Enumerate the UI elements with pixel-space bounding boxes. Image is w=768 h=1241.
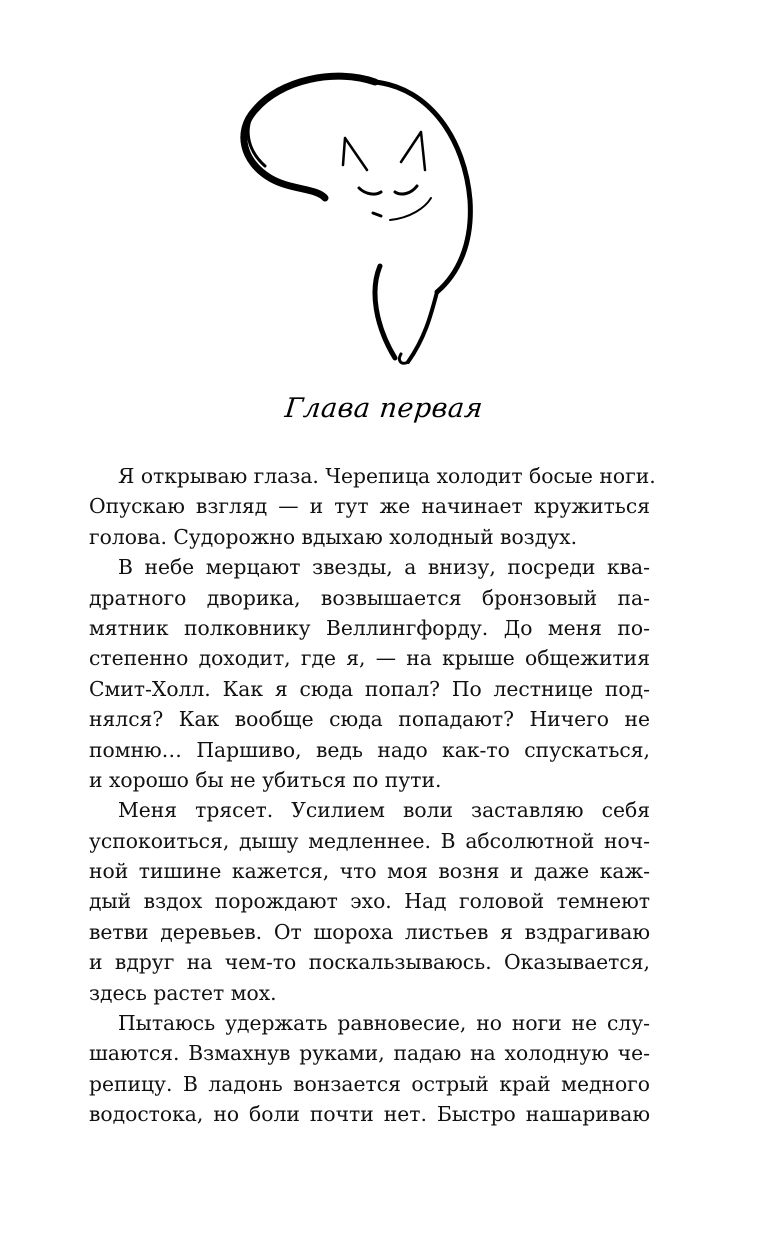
text-line: нялся? Как вообще сюда попадают? Ничего не bbox=[89, 707, 650, 732]
chapter-body-text bbox=[89, 461, 656, 1130]
text-line: В небе мерцают звезды, а внизу, посреди ква- bbox=[118, 555, 650, 580]
text-line: водостока, но боли почти нет. Быстро нашариваю bbox=[89, 1102, 650, 1127]
text-line: Я открываю глаза. Черепица холодит босые ноги. bbox=[118, 464, 656, 488]
text-line: Смит-Холл. Как я сюда попал? По лестнице под- bbox=[89, 676, 650, 701]
text-line: успокоиться, дышу медленнее. В абсолютной ноч- bbox=[89, 828, 650, 853]
text-line: репицу. В ладонь вонзается острый край медного bbox=[89, 1071, 650, 1096]
text-line: дратного дворика, возвышается бронзовый па- bbox=[89, 585, 650, 610]
cat-illustration-icon bbox=[225, 70, 485, 370]
text-line: и вдруг на чем-то поскальзываюсь. Оказывается, bbox=[89, 950, 650, 975]
text-line: шаются. Взмахнув руками, падаю на холодную че- bbox=[89, 1041, 650, 1066]
text-line: ветви деревьев. От шороха листьев я вздрагиваю bbox=[89, 919, 650, 944]
text-line: Опускаю взгляд — и тут же начинает кружиться bbox=[89, 494, 650, 519]
text-line: Меня трясет. Усилием воли заставляю себя bbox=[118, 798, 650, 823]
text-line: мятник полковнику Веллингфорду. До меня по- bbox=[89, 615, 650, 640]
text-line: и хорошо бы не убиться по пути. bbox=[89, 767, 442, 792]
text-line: помню… Паршиво, ведь надо как-то спускаться, bbox=[89, 737, 650, 762]
text-line: степенно доходит, где я, — на крыше общежития bbox=[89, 646, 650, 671]
text-line: здесь растет мох. bbox=[89, 980, 277, 1005]
text-line: дый вздох порождают эхо. Над головой темнеют bbox=[89, 889, 650, 914]
chapter-title: Глава первая bbox=[283, 393, 485, 424]
text-line: Пытаюсь удержать равновесие, но ноги не слу- bbox=[118, 1011, 650, 1036]
text-line: ной тишине кажется, что моя возня и даже каж- bbox=[89, 859, 650, 884]
text-line: голова. Судорожно вдыхаю холодный воздух. bbox=[89, 524, 578, 549]
